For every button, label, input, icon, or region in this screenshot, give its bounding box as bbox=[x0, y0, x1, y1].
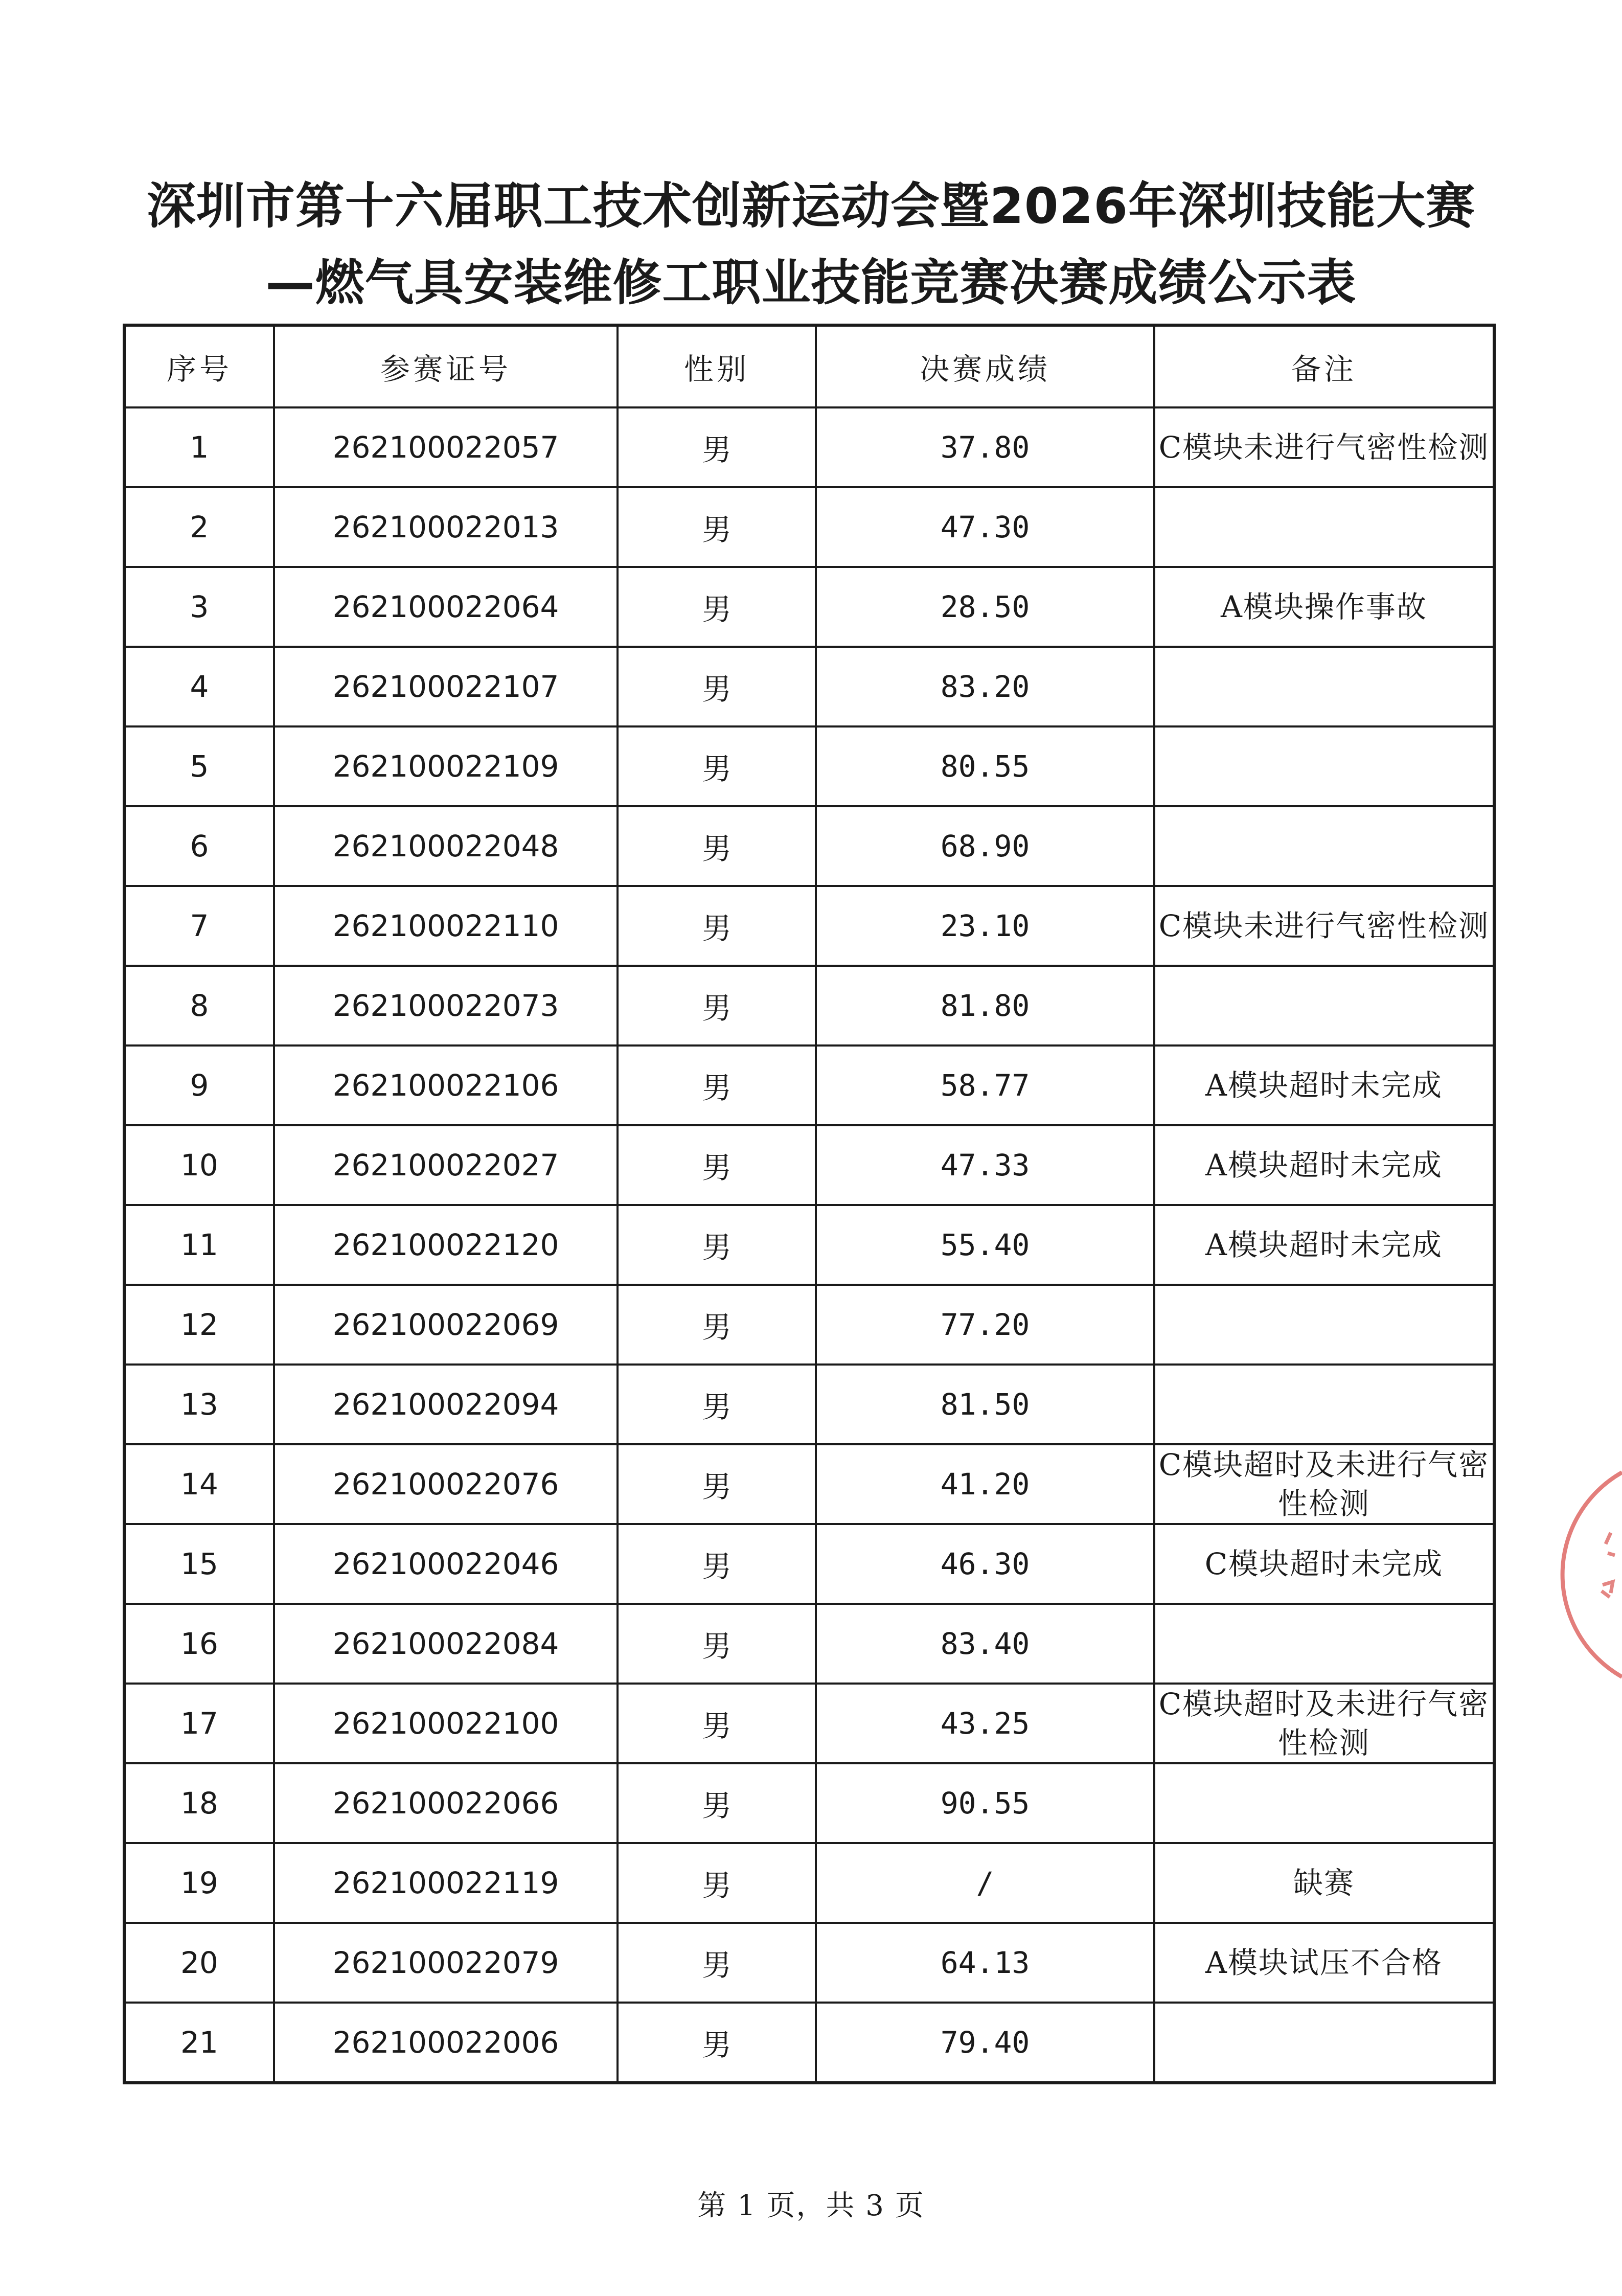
cell-gender: 男 bbox=[618, 407, 816, 487]
cell-note: C模块超时未完成 bbox=[1154, 1524, 1494, 1604]
cell-no: 10 bbox=[124, 1125, 274, 1205]
cell-no: 9 bbox=[124, 1045, 274, 1125]
cell-note: A模块操作事故 bbox=[1154, 567, 1494, 647]
cell-no: 14 bbox=[124, 1444, 274, 1524]
cell-score: 90.55 bbox=[816, 1763, 1154, 1843]
cell-score: 83.40 bbox=[816, 1604, 1154, 1684]
cell-score: 77.20 bbox=[816, 1285, 1154, 1365]
cell-gender: 男 bbox=[618, 487, 816, 567]
cell-id: 262100022076 bbox=[274, 1444, 618, 1524]
cell-no: 18 bbox=[124, 1763, 274, 1843]
cell-note: C模块未进行气密性检测 bbox=[1154, 407, 1494, 487]
cell-no: 20 bbox=[124, 1923, 274, 2003]
table-row bbox=[124, 1045, 1494, 1125]
page-title bbox=[0, 168, 1622, 321]
cell-gender: 男 bbox=[618, 1365, 816, 1444]
cell-id: 262100022073 bbox=[274, 966, 618, 1045]
cell-id: 262100022006 bbox=[274, 2003, 618, 2083]
title-line-1: 深圳市第十六届职工技术创新运动会暨2026年深圳技能大赛 bbox=[146, 177, 1476, 235]
cell-no: 3 bbox=[124, 567, 274, 647]
cell-gender: 男 bbox=[618, 1444, 816, 1524]
table-row bbox=[124, 1524, 1494, 1604]
cell-id: 262100022013 bbox=[274, 487, 618, 567]
cell-score: 23.10 bbox=[816, 886, 1154, 966]
table-row bbox=[124, 487, 1494, 567]
cell-note: A模块超时未完成 bbox=[1154, 1205, 1494, 1285]
table-row bbox=[124, 567, 1494, 647]
cell-score: 47.30 bbox=[816, 487, 1154, 567]
cell-id: 262100022106 bbox=[274, 1045, 618, 1125]
table-header-row bbox=[124, 325, 1494, 407]
page-number: 第 1 页，共 3 页 bbox=[697, 2189, 925, 2222]
table-row bbox=[124, 886, 1494, 966]
cell-no: 21 bbox=[124, 2003, 274, 2083]
cell-no: 8 bbox=[124, 966, 274, 1045]
header-id: 参赛证号 bbox=[274, 325, 618, 407]
table-row bbox=[124, 1843, 1494, 1923]
header-score: 决赛成绩 bbox=[816, 325, 1154, 407]
cell-note: A模块试压不合格 bbox=[1154, 1923, 1494, 2003]
cell-gender: 男 bbox=[618, 966, 816, 1045]
table-row bbox=[124, 1684, 1494, 1763]
cell-note: A模块超时未完成 bbox=[1154, 1045, 1494, 1125]
cell-no: 5 bbox=[124, 726, 274, 806]
cell-gender: 男 bbox=[618, 1843, 816, 1923]
table-row bbox=[124, 2003, 1494, 2083]
cell-score: 58.77 bbox=[816, 1045, 1154, 1125]
cell-id: 262100022069 bbox=[274, 1285, 618, 1365]
cell-score: 81.80 bbox=[816, 966, 1154, 1045]
table-row bbox=[124, 407, 1494, 487]
cell-gender: 男 bbox=[618, 1205, 816, 1285]
cell-note: A模块超时未完成 bbox=[1154, 1125, 1494, 1205]
cell-no: 4 bbox=[124, 647, 274, 726]
table-row bbox=[124, 1604, 1494, 1684]
cell-score: 79.40 bbox=[816, 2003, 1154, 2083]
cell-gender: 男 bbox=[618, 1604, 816, 1684]
table-row bbox=[124, 647, 1494, 726]
cell-gender: 男 bbox=[618, 1684, 816, 1763]
cell-score: 41.20 bbox=[816, 1444, 1154, 1524]
cell-score: 46.30 bbox=[816, 1524, 1154, 1604]
cell-note bbox=[1154, 1365, 1494, 1444]
table-row bbox=[124, 1285, 1494, 1365]
cell-id: 262100022120 bbox=[274, 1205, 618, 1285]
cell-note bbox=[1154, 647, 1494, 726]
cell-score: / bbox=[816, 1843, 1154, 1923]
cell-id: 262100022079 bbox=[274, 1923, 618, 2003]
cell-no: 19 bbox=[124, 1843, 274, 1923]
header-no: 序号 bbox=[124, 325, 274, 407]
table-row bbox=[124, 1205, 1494, 1285]
table-row bbox=[124, 1444, 1494, 1524]
table-row bbox=[124, 1365, 1494, 1444]
cell-gender: 男 bbox=[618, 1125, 816, 1205]
header-gender: 性别 bbox=[618, 325, 816, 407]
cell-id: 262100022027 bbox=[274, 1125, 618, 1205]
cell-gender: 男 bbox=[618, 726, 816, 806]
cell-id: 262100022100 bbox=[274, 1684, 618, 1763]
cell-gender: 男 bbox=[618, 1524, 816, 1604]
title-line-2: —燃气具安装维修工职业技能竞赛决赛成绩公示表 bbox=[265, 254, 1357, 311]
table-row bbox=[124, 726, 1494, 806]
cell-score: 47.33 bbox=[816, 1125, 1154, 1205]
cell-gender: 男 bbox=[618, 567, 816, 647]
cell-score: 55.40 bbox=[816, 1205, 1154, 1285]
cell-note bbox=[1154, 2003, 1494, 2083]
cell-note: C模块未进行气密性检测 bbox=[1154, 886, 1494, 966]
cell-no: 7 bbox=[124, 886, 274, 966]
cell-note bbox=[1154, 806, 1494, 886]
cell-gender: 男 bbox=[618, 1045, 816, 1125]
cell-gender: 男 bbox=[618, 806, 816, 886]
cell-note bbox=[1154, 726, 1494, 806]
cell-id: 262100022057 bbox=[274, 407, 618, 487]
cell-score: 37.80 bbox=[816, 407, 1154, 487]
cell-no: 11 bbox=[124, 1205, 274, 1285]
cell-note: 缺赛 bbox=[1154, 1843, 1494, 1923]
cell-gender: 男 bbox=[618, 1763, 816, 1843]
cell-note bbox=[1154, 1604, 1494, 1684]
results-table bbox=[123, 324, 1496, 2084]
table-row bbox=[124, 1125, 1494, 1205]
cell-gender: 男 bbox=[618, 1285, 816, 1365]
table-row bbox=[124, 966, 1494, 1045]
cell-note bbox=[1154, 1763, 1494, 1843]
cell-no: 15 bbox=[124, 1524, 274, 1604]
cell-gender: 男 bbox=[618, 2003, 816, 2083]
cell-no: 17 bbox=[124, 1684, 274, 1763]
official-seal-edge-icon bbox=[1545, 1467, 1622, 1682]
cell-score: 80.55 bbox=[816, 726, 1154, 806]
cell-id: 262100022084 bbox=[274, 1604, 618, 1684]
table-row bbox=[124, 806, 1494, 886]
cell-score: 68.90 bbox=[816, 806, 1154, 886]
cell-id: 262100022094 bbox=[274, 1365, 618, 1444]
cell-id: 262100022110 bbox=[274, 886, 618, 966]
cell-id: 262100022119 bbox=[274, 1843, 618, 1923]
cell-score: 64.13 bbox=[816, 1923, 1154, 2003]
cell-id: 262100022064 bbox=[274, 567, 618, 647]
cell-note bbox=[1154, 1285, 1494, 1365]
cell-id: 262100022107 bbox=[274, 647, 618, 726]
cell-note: C模块超时及未进行气密性检测 bbox=[1154, 1444, 1494, 1524]
table-row bbox=[124, 1923, 1494, 2003]
cell-id: 262100022046 bbox=[274, 1524, 618, 1604]
cell-no: 2 bbox=[124, 487, 274, 567]
cell-id: 262100022048 bbox=[274, 806, 618, 886]
cell-gender: 男 bbox=[618, 647, 816, 726]
cell-id: 262100022109 bbox=[274, 726, 618, 806]
cell-no: 1 bbox=[124, 407, 274, 487]
cell-gender: 男 bbox=[618, 1923, 816, 2003]
cell-note bbox=[1154, 966, 1494, 1045]
cell-no: 6 bbox=[124, 806, 274, 886]
cell-score: 81.50 bbox=[816, 1365, 1154, 1444]
cell-no: 12 bbox=[124, 1285, 274, 1365]
cell-id: 262100022066 bbox=[274, 1763, 618, 1843]
header-note: 备注 bbox=[1154, 325, 1494, 407]
cell-note bbox=[1154, 487, 1494, 567]
cell-gender: 男 bbox=[618, 886, 816, 966]
table-row bbox=[124, 1763, 1494, 1843]
cell-no: 16 bbox=[124, 1604, 274, 1684]
cell-score: 28.50 bbox=[816, 567, 1154, 647]
cell-no: 13 bbox=[124, 1365, 274, 1444]
cell-note: C模块超时及未进行气密性检测 bbox=[1154, 1684, 1494, 1763]
cell-score: 83.20 bbox=[816, 647, 1154, 726]
cell-score: 43.25 bbox=[816, 1684, 1154, 1763]
